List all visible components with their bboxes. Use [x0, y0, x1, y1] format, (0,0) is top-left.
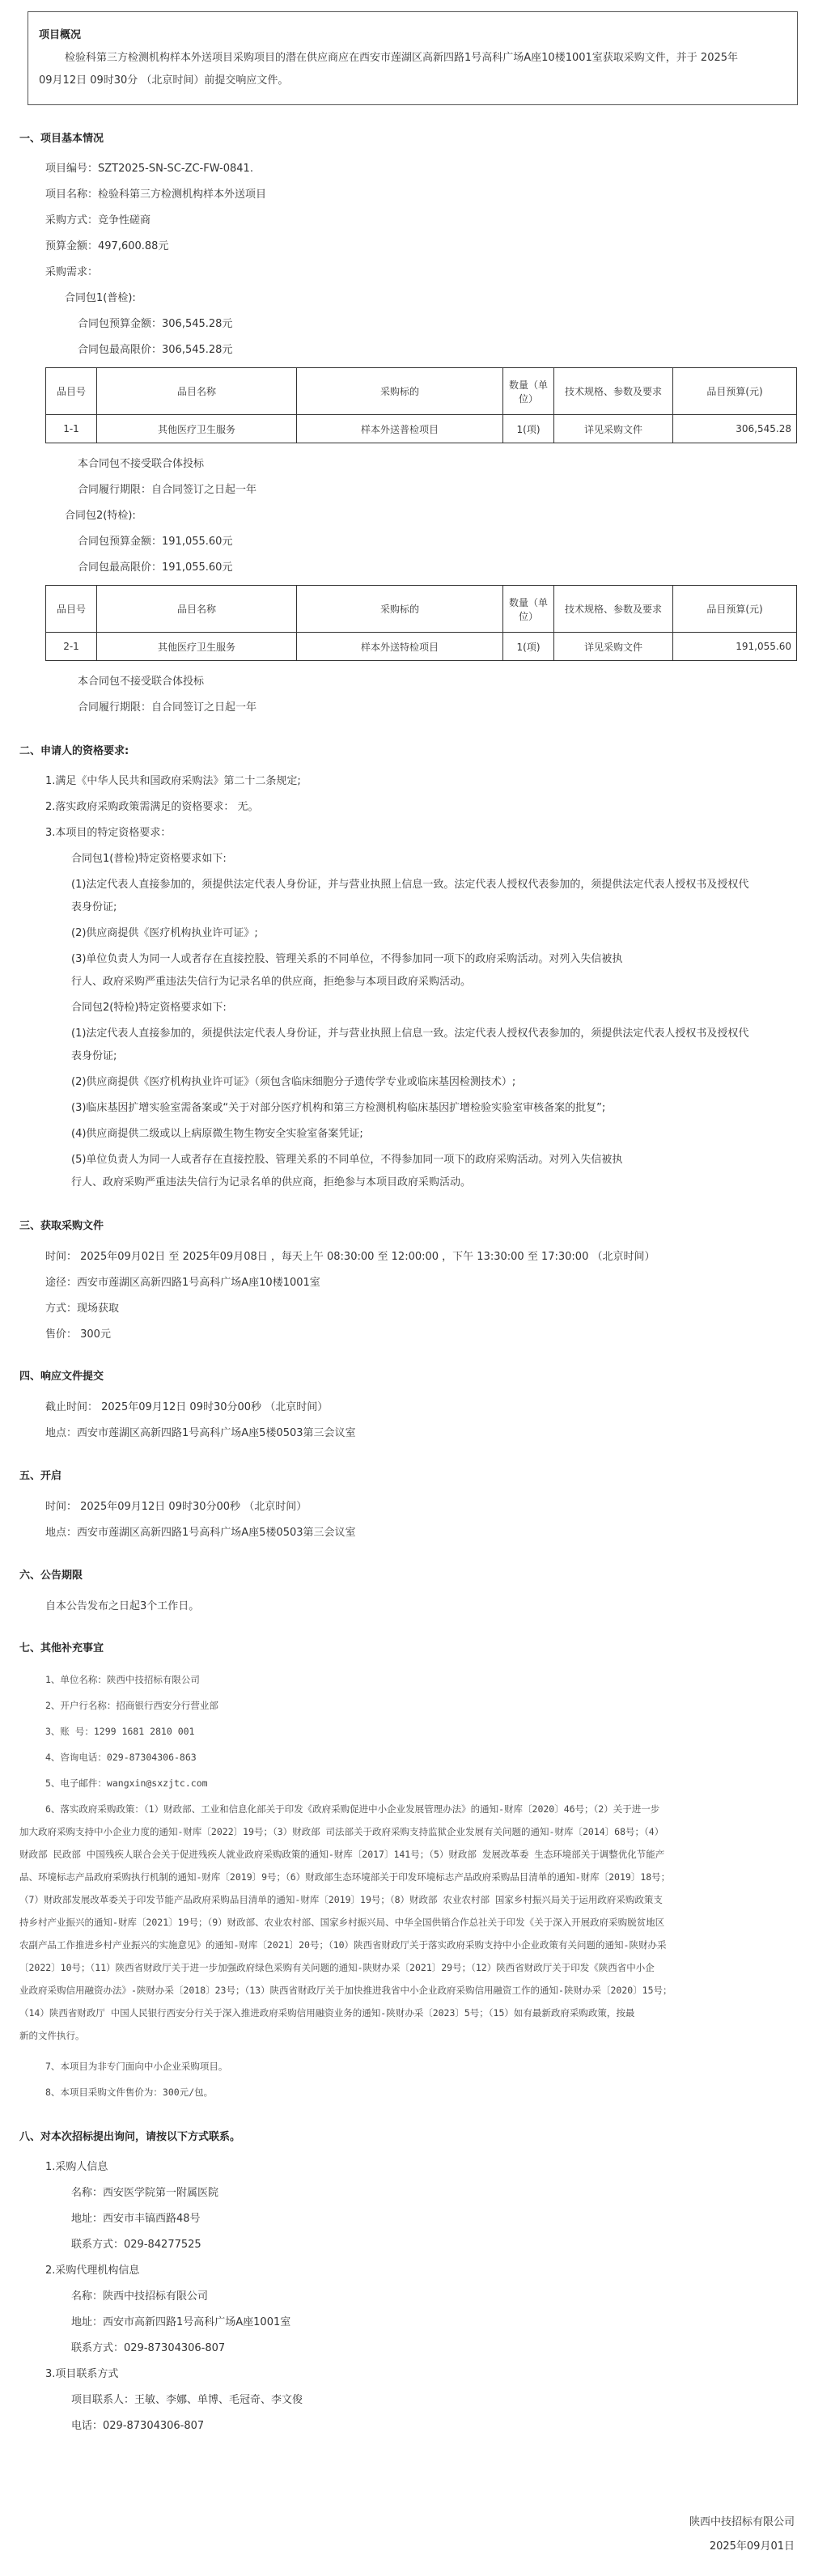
lot1-table — [45, 367, 797, 443]
section-5-title: 五、开启 — [19, 1470, 62, 1482]
qualification-item: (2)供应商提供《医疗机构执业许可证》（须包含临床细胞分子遗传学专业或临床基因检测技术）; — [71, 1076, 516, 1088]
overview-text-line2: 09月12日 09时30分 （北京时间）前提交响应文件。 — [39, 74, 289, 87]
requirement-1: 1.满足《中华人民共和国政府采购法》第二十二条规定; — [45, 775, 301, 787]
supplement-item: 加大政府采购支持中小企业力度的通知-财库〔2022〕19号；（3）财政部 司法部关于政府采购支持监狱企业发展有关问题的通知-财库〔2014〕68号；（4） — [19, 1826, 664, 1837]
table-cell: 其他医疗卫生服务 — [97, 633, 297, 661]
opening-place: 地点：西安市莲湖区高新四路1号高科广场A座5楼0503第三会议室 — [45, 1527, 356, 1539]
project-number: 项目编号：SZT2025-SN-SC-ZC-FW-0841. — [45, 163, 253, 175]
supplement-item: （7）财政部发展改革委关于印发节能产品政府采购品目清单的通知-财库〔2019〕19号；（8）财政部 农业农村部 国家乡村振兴局关于运用政府采购政策支 — [19, 1894, 663, 1905]
lot1-period: 合同履行期限：自合同签订之日起一年 — [78, 484, 257, 496]
obtain-place: 途径：西安市莲湖区高新四路1号高科广场A座10楼1001室 — [45, 1277, 320, 1289]
table-cell: 样本外送特检项目 — [297, 633, 503, 661]
lot2-max-price: 合同包最高限价：191,055.60元 — [78, 561, 233, 574]
supplement-item: 8、本项目采购文件售价为：300元/包。 — [45, 2087, 214, 2098]
table-header: 采购标的 — [297, 368, 503, 415]
table-header: 技术规格、参数及要求 — [554, 586, 673, 633]
contact-project-title: 3.项目联系方式 — [45, 2368, 119, 2380]
table-header: 数量（单位） — [503, 586, 554, 633]
lot2-table — [45, 585, 797, 661]
procurement-demand: 采购需求： — [45, 266, 99, 278]
supplement-item: 3、账 号：1299 1681 2810 001 — [45, 1726, 195, 1737]
supplement-item: 2、开户行名称：招商银行西安分行营业部 — [45, 1700, 218, 1711]
qualification-item: (5)单位负责人为同一人或者存在直接控股、管理关系的不同单位，不得参加同一项下的政府采购活动。对列入失信被执 — [71, 1154, 623, 1166]
qualification-item: (2)供应商提供《医疗机构执业许可证》; — [71, 927, 258, 939]
supplement-item: 新的文件执行。 — [19, 2030, 85, 2041]
table-cell: 详见采购文件 — [554, 415, 673, 443]
table-cell: 306,545.28 — [673, 415, 797, 443]
project-name: 项目名称：检验科第三方检测机构样本外送项目 — [45, 189, 267, 201]
section-7-title: 七、其他补充事宜 — [19, 1642, 104, 1654]
lot1-title: 合同包1(普检): — [65, 292, 136, 304]
qualification-item: (1)法定代表人直接参加的，须提供法定代表人身份证，并与营业执照上信息一致。法定代表人授权代表参加的，须提供法定代表人授权书及授权代 — [71, 879, 749, 891]
lot1-max-price: 合同包最高限价：306,545.28元 — [78, 344, 233, 356]
supplement-item: 持乡村产业振兴的通知-财库〔2021〕19号；（9）财政部、农业农村部、国家乡村振兴局、中华全国供销合作总社关于印发《关于深入开展政府采购脱贫地区 — [19, 1917, 665, 1928]
purchaser-address: 地址：西安市丰镐西路48号 — [71, 2213, 201, 2225]
table-header: 品目号 — [46, 586, 97, 633]
supplement-item: （14）陕西省财政厅 中国人民银行西安分行关于深入推进政府采购信用融资业务的通知-陕财办采〔2023〕5号；（15）如有最新政府采购政策，按最 — [19, 2007, 635, 2019]
section-6-title: 六、公告期限 — [19, 1570, 83, 1582]
supplement-item: 1、单位名称：陕西中技招标有限公司 — [45, 1674, 200, 1685]
qualification-item: (4)供应商提供二级或以上病原微生物生物安全实验室备案凭证; — [71, 1128, 363, 1140]
budget-amount: 预算金额：497,600.88元 — [45, 240, 169, 252]
obtain-way: 方式：现场获取 — [45, 1303, 120, 1315]
table-header: 数量（单位） — [503, 368, 554, 415]
supplement-item: 4、咨询电话：029-87304306-863 — [45, 1752, 197, 1763]
table-header: 品目号 — [46, 368, 97, 415]
table-header: 技术规格、参数及要求 — [554, 368, 673, 415]
lot1-joint-bid: 本合同包不接受联合体投标 — [78, 458, 205, 470]
qualification-item: 表身份证; — [71, 1050, 117, 1062]
submit-deadline: 截止时间： 2025年09月12日 09时30分00秒 （北京时间） — [45, 1401, 329, 1413]
lot2-qualification-title: 合同包2(特检)特定资格要求如下: — [71, 1002, 227, 1014]
project-phone: 电话：029-87304306-807 — [71, 2420, 205, 2432]
table-header-row — [46, 368, 797, 415]
qualification-item: 表身份证; — [71, 901, 117, 913]
qualification-item: (3)临床基因扩增实验室需备案或“关于对部分医疗机构和第三方检测机构临床基因扩增检验实验室审核备案的批复”; — [71, 1102, 606, 1114]
agency-phone: 联系方式：029-87304306-807 — [71, 2342, 226, 2354]
lot2-title: 合同包2(特检): — [65, 510, 136, 522]
agency-address: 地址：西安市高新四路1号高科广场A座1001室 — [71, 2316, 291, 2328]
table-cell: 样本外送普检项目 — [297, 415, 503, 443]
lot1-qualification-title: 合同包1(普检)特定资格要求如下: — [71, 853, 227, 865]
agency-name: 名称：陕西中技招标有限公司 — [71, 2290, 209, 2303]
contact-agency-title: 2.采购代理机构信息 — [45, 2265, 140, 2277]
requirement-2: 2.落实政府采购政策需满足的资格要求： 无。 — [45, 801, 259, 813]
supplement-item: 农副产品工作推进乡村产业振兴的实施意见》的通知-财库〔2021〕20号；（10）陕西省财政厅关于落实政府采购支持中小企业政策有关问题的通知-陕财办采 — [19, 1939, 667, 1951]
table-header: 品目预算(元) — [673, 368, 797, 415]
section-2-title: 二、申请人的资格要求: — [19, 745, 129, 757]
table-header: 品目预算(元) — [673, 586, 797, 633]
qualification-item: (3)单位负责人为同一人或者存在直接控股、管理关系的不同单位，不得参加同一项下的政府采购活动。对列入失信被执 — [71, 953, 623, 965]
contact-purchaser-title: 1.采购人信息 — [45, 2161, 108, 2173]
qualification-item: 行人、政府采购严重违法失信行为记录名单的供应商，拒绝参与本项目政府采购活动。 — [71, 976, 472, 988]
purchaser-name: 名称：西安医学院第一附属医院 — [71, 2187, 219, 2199]
table-cell: 详见采购文件 — [554, 633, 673, 661]
table-header: 品目名称 — [97, 368, 297, 415]
section-8-title: 八、对本次招标提出询问，请按以下方式联系。 — [19, 2131, 241, 2143]
project-contacts: 项目联系人：王敏、李娜、单博、毛冠奇、李文俊 — [71, 2394, 303, 2406]
supplement-item: 业政府采购信用融资办法》-陕财办采〔2018〕23号；（13）陕西省财政厅关于加快推进我省中小企业政府采购信用融资工作的通知-陕财办采〔2020〕15号； — [19, 1985, 672, 1996]
section-4-title: 四、响应文件提交 — [19, 1371, 104, 1383]
table-row — [46, 415, 797, 443]
table-cell: 其他医疗卫生服务 — [97, 415, 297, 443]
notice-period: 自本公告发布之日起3个工作日。 — [45, 1600, 200, 1612]
document-price: 售价： 300元 — [45, 1328, 111, 1341]
supplement-email[interactable]: 5、电子邮件：wangxin@sxzjtc.com — [45, 1777, 208, 1789]
lot2-budget: 合同包预算金额：191,055.60元 — [78, 536, 233, 548]
table-cell: 1-1 — [46, 415, 97, 443]
qualification-item: 行人、政府采购严重违法失信行为记录名单的供应商，拒绝参与本项目政府采购活动。 — [71, 1176, 472, 1188]
table-cell: 2-1 — [46, 633, 97, 661]
table-row — [46, 633, 797, 661]
opening-time: 时间： 2025年09月12日 09时30分00秒 （北京时间） — [45, 1501, 307, 1513]
supplement-item: 财政部 民政部 中国残疾人联合会关于促进残疾人就业政府采购政策的通知-财库〔2017〕141号；（5）财政部 发展改革委 生态环境部关于调整优化节能产 — [19, 1849, 665, 1860]
section-1-title: 一、项目基本情况 — [19, 133, 104, 145]
table-header-row — [46, 586, 797, 633]
table-cell: 1(项) — [503, 633, 554, 661]
table-header: 采购标的 — [297, 586, 503, 633]
purchaser-phone: 联系方式：029-84277525 — [71, 2239, 201, 2251]
table-cell: 191,055.60 — [673, 633, 797, 661]
requirement-3: 3.本项目的特定资格要求： — [45, 827, 172, 839]
footer-date: 2025年09月01日 — [709, 2540, 795, 2553]
footer-company: 陕西中技招标有限公司 — [689, 2516, 795, 2528]
lot1-budget: 合同包预算金额：306,545.28元 — [78, 318, 233, 330]
table-header: 品目名称 — [97, 586, 297, 633]
obtain-time: 时间： 2025年09月02日 至 2025年09月08日 ，每天上午 08:30:00 至 12:00:00 ，下午 13:30:00 至 17:30:00 （北京时间） — [45, 1251, 655, 1263]
table-cell: 1(项) — [503, 415, 554, 443]
submit-place: 地点：西安市莲湖区高新四路1号高科广场A座5楼0503第三会议室 — [45, 1427, 356, 1439]
lot2-joint-bid: 本合同包不接受联合体投标 — [78, 676, 205, 688]
supplement-item: 〔2022〕10号；（11）陕西省财政厅关于进一步加强政府绿色采购有关问题的通知-陕财办采〔2021〕29号；（12）陕西省财政厅关于印发《陕西省中小企 — [19, 1962, 655, 1973]
supplement-item: 品、环境标志产品政府采购执行机制的通知-财库〔2019〕9号；（6）财政部生态环境部关于印发环境标志产品政府采购品目清单的通知-财库〔2019〕18号； — [19, 1871, 671, 1883]
procurement-method: 采购方式：竞争性磋商 — [45, 214, 151, 227]
section-3-title: 三、获取采购文件 — [19, 1220, 104, 1232]
lot2-period: 合同履行期限：自合同签订之日起一年 — [78, 701, 257, 714]
supplement-item: 7、本项目为非专门面向中小企业采购项目。 — [45, 2061, 228, 2072]
supplement-item: 6、落实政府采购政策：（1）财政部、工业和信息化部关于印发《政府采购促进中小企业发展管理办法》的通知-财库〔2020〕46号；（2）关于进一步 — [45, 1803, 660, 1815]
overview-title: 项目概况 — [39, 29, 82, 41]
overview-text-line1: 检验科第三方检测机构样本外送项目采购项目的潜在供应商应在西安市莲湖区高新四路1号高科广场A座10楼1001室获取采购文件，并于 2025年 — [65, 52, 739, 64]
qualification-item: (1)法定代表人直接参加的，须提供法定代表人身份证，并与营业执照上信息一致。法定代表人授权代表参加的，须提供法定代表人授权书及授权代 — [71, 1027, 749, 1040]
